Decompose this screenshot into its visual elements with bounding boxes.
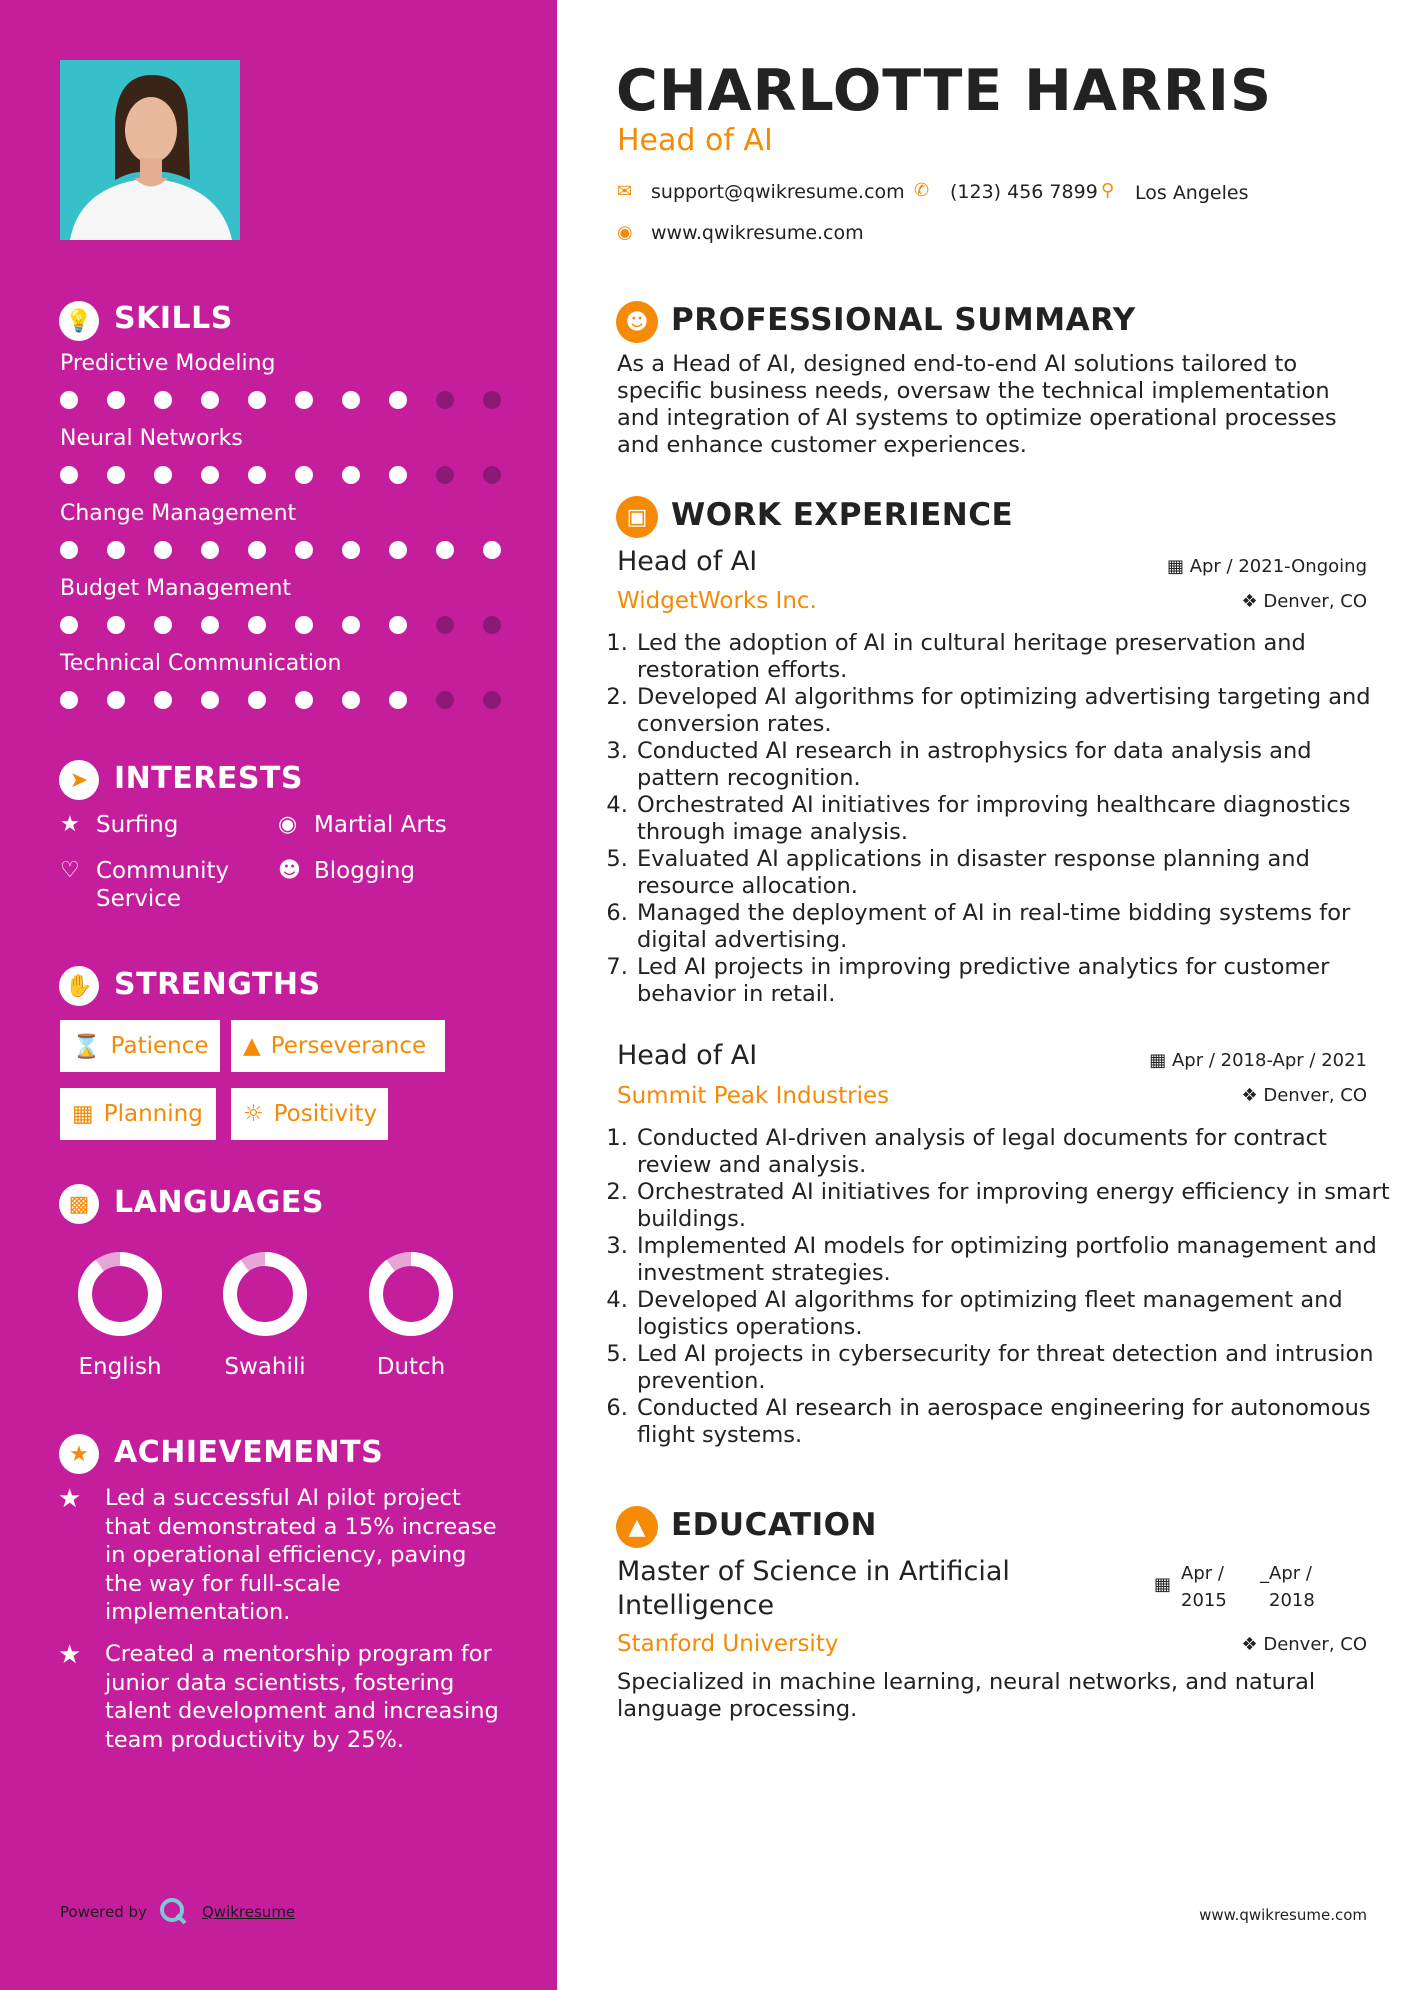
job-location [1077, 591, 1367, 612]
skill-dot [342, 541, 360, 559]
skill-dot [60, 391, 78, 409]
job-bullet: 1. Led the adoption of AI in cultural heritage preservation and restoration efforts. [635, 630, 1395, 684]
skill-dot [436, 466, 454, 484]
job-dates-text: Apr / 2018-Apr / 2021 [1171, 1050, 1367, 1071]
language-ring-graphic [78, 1252, 162, 1336]
languages-heading: LANGUAGES [114, 1185, 324, 1220]
pin-icon: ❖ [1241, 591, 1258, 612]
skill-dot [389, 616, 407, 634]
job-bullet: 6. Managed the deployment of AI in real-time bidding systems for digital advertising. [635, 900, 1395, 954]
job-bullet: 4. Orchestrated AI initiatives for improving healthcare diagnostics through image analysis. [635, 792, 1395, 846]
skill-dot [436, 391, 454, 409]
skill-dot [248, 541, 266, 559]
strength-tag [231, 1088, 388, 1140]
skill-dot [295, 391, 313, 409]
skill-dot [154, 691, 172, 709]
skill-dot [436, 541, 454, 559]
summary-text: As a Head of AI, designed end-to-end AI solutions tailored to specific business needs, oversaw the technical implementation and integration of AI systems to optimize operational processes and enhance customer experiences. [617, 351, 1337, 458]
skill-name: Budget Management [60, 576, 292, 601]
skill-dot [342, 466, 360, 484]
job-dates [1037, 1050, 1367, 1071]
phone-icon: ✆ [914, 180, 930, 201]
edu-end [1260, 1560, 1315, 1614]
edu-location-text: Denver, CO [1263, 1634, 1367, 1655]
hourglass-icon: ⌛ [72, 1033, 101, 1060]
job-dates [1077, 556, 1367, 577]
language-ring [223, 1252, 307, 1340]
job-bullet: 4. Developed AI algorithms for optimizing fleet management and logistics operations. [635, 1287, 1395, 1341]
edu-end-year: 2018 [1269, 1590, 1315, 1611]
skill-dot [107, 691, 125, 709]
skill-dot [107, 391, 125, 409]
language-label: Dutch [376, 1354, 446, 1380]
skill-name: Neural Networks [60, 426, 243, 451]
degree-line: Master of Science in Artificial [617, 1556, 1010, 1587]
shield-icon: ♡ [60, 858, 80, 883]
edu-start-month: Apr / [1181, 1563, 1224, 1584]
skill-name: Change Management [60, 501, 297, 526]
skill-dot [248, 691, 266, 709]
skill-dot [154, 391, 172, 409]
skill-dot [201, 466, 219, 484]
strength-tag [60, 1020, 220, 1072]
skill-dot [154, 541, 172, 559]
edu-location [1077, 1634, 1367, 1655]
job-dates-text: Apr / 2021-Ongoing [1189, 556, 1367, 577]
experience-heading: WORK EXPERIENCE [671, 497, 1014, 533]
skill-dot [107, 616, 125, 634]
skill-dot [389, 541, 407, 559]
skill-dot [60, 691, 78, 709]
skill-dot [295, 466, 313, 484]
skill-name: Technical Communication [60, 651, 342, 676]
language-label: Swahili [224, 1354, 306, 1380]
candidate-role: Head of AI [617, 123, 773, 158]
skill-name: Predictive Modeling [60, 351, 276, 376]
skill-dot [342, 391, 360, 409]
sidebar [0, 0, 557, 1990]
job-title: Head of AI [617, 1040, 758, 1071]
envelope-icon: ✉ [617, 181, 633, 202]
skill-dot [342, 616, 360, 634]
sun-icon: ☼ [243, 1101, 264, 1127]
job-bullet: 6. Conducted AI research in aerospace engineering for autonomous flight systems. [635, 1395, 1395, 1449]
edu-start [1181, 1560, 1227, 1614]
skill-dot [483, 541, 501, 559]
language-ring-graphic [369, 1252, 453, 1336]
qwikresume-logo-icon [158, 1896, 188, 1926]
shooting-star-icon: ★ [58, 1640, 82, 1670]
skills-heading: SKILLS [114, 301, 233, 336]
skill-dot [295, 616, 313, 634]
skill-dot [154, 616, 172, 634]
job-bullet: 7. Led AI projects in improving predictive analytics for customer behavior in retail. [635, 954, 1395, 1008]
briefcase-icon: ▣ [616, 496, 658, 538]
skill-dot [295, 691, 313, 709]
paper-plane-icon: ➤ [59, 760, 99, 800]
strength-label: Perseverance [270, 1033, 427, 1059]
education-text: Specialized in machine learning, neural networks, and natural language processing. [617, 1669, 1316, 1722]
achievement-text: Created a mentorship program for junior data scientists, fostering talent development and increasing team productivity by 25%. [105, 1641, 499, 1753]
interest-item [60, 857, 260, 913]
company-name: WidgetWorks Inc. [617, 588, 817, 614]
skill-dot [483, 391, 501, 409]
job-location-text: Denver, CO [1263, 1085, 1367, 1106]
skill-rating [60, 466, 530, 484]
job-bullet: 2. Orchestrated AI initiatives for improving energy efficiency in smart buildings. [635, 1179, 1395, 1233]
language-ring [78, 1252, 162, 1340]
strength-label: Positivity [273, 1101, 378, 1127]
skill-dot [483, 616, 501, 634]
job-bullet: 5. Evaluated AI applications in disaster response planning and resource allocation. [635, 846, 1395, 900]
edu-end-month: _Apr / [1260, 1563, 1312, 1584]
skill-dot [436, 691, 454, 709]
user-icon: ☻ [616, 301, 658, 343]
skill-dot [60, 466, 78, 484]
map-pin-icon: ⚲ [1101, 180, 1115, 201]
summary-heading: PROFESSIONAL SUMMARY [671, 302, 1136, 338]
footer-site[interactable]: www.qwikresume.com [1199, 1906, 1367, 1924]
skill-rating [60, 616, 530, 634]
degree-line: Intelligence [617, 1590, 775, 1621]
interest-label: Blogging [314, 858, 416, 884]
strength-label: Planning [103, 1101, 203, 1127]
calendar-icon: ▦ [1154, 1574, 1172, 1595]
fist-icon: ✋ [59, 966, 99, 1006]
globe-icon: ◉ [617, 222, 633, 243]
skill-dot [201, 616, 219, 634]
interest-item [278, 857, 415, 885]
road-icon: ▲ [243, 1033, 261, 1059]
job-bullet: 1. Conducted AI-driven analysis of legal documents for contract review and analysis. [635, 1125, 1395, 1179]
skill-dot [248, 466, 266, 484]
language-ring-graphic [223, 1252, 307, 1336]
interest-label: Community Service [96, 858, 230, 912]
skill-dot [248, 616, 266, 634]
globe-icon: ◉ [278, 812, 298, 837]
strength-label: Patience [110, 1033, 209, 1059]
achievement-text: Led a successful AI pilot project that demonstrated a 15% increase in operational efficiency, paving the way for full-scale implementation. [105, 1485, 497, 1625]
skill-dot [342, 691, 360, 709]
strength-tag [60, 1088, 216, 1140]
strengths-heading: STRENGTHS [114, 967, 321, 1002]
location-text: Los Angeles [1135, 182, 1249, 204]
job-title: Head of AI [617, 546, 758, 577]
skill-dot [483, 466, 501, 484]
achievements-heading: ACHIEVEMENTS [114, 1435, 384, 1470]
calendar-icon: ▦ [1166, 556, 1184, 577]
job-bullets [617, 630, 1395, 1008]
school-name: Stanford University [617, 1631, 839, 1657]
candidate-name: CHARLOTTE HARRIS [616, 58, 1272, 124]
users-icon: ☻ [278, 858, 301, 883]
education-heading: EDUCATION [671, 1507, 877, 1543]
pin-icon: ❖ [1241, 1085, 1258, 1106]
interest-label: Martial Arts [314, 812, 447, 838]
company-name: Summit Peak Industries [617, 1083, 890, 1109]
phone-text: (123) 456 7899 [950, 181, 1098, 203]
interests-heading: INTERESTS [114, 761, 303, 796]
shooting-star-icon: ★ [58, 1484, 82, 1514]
job-location [1077, 1085, 1367, 1106]
job-bullets [617, 1125, 1395, 1449]
interest-item [60, 811, 178, 839]
interest-label: Surfing [96, 812, 179, 838]
qwikresume-link[interactable]: Qwikresume [202, 1903, 296, 1921]
job-bullet: 3. Implemented AI models for optimizing portfolio management and investment strategies. [635, 1233, 1395, 1287]
skill-dot [201, 541, 219, 559]
skill-dot [60, 541, 78, 559]
skill-rating [60, 691, 530, 709]
skill-dot [295, 541, 313, 559]
skill-rating [60, 391, 530, 409]
graduation-cap-icon: ▲ [616, 1506, 658, 1548]
language-icon: ▩ [59, 1184, 99, 1224]
job-bullet: 3. Conducted AI research in astrophysics for data analysis and pattern recognition. [635, 738, 1395, 792]
skill-dot [201, 691, 219, 709]
skill-dot [107, 466, 125, 484]
star-icon: ★ [60, 812, 80, 837]
main-content [557, 0, 1407, 1990]
lightbulb-icon: 💡 [59, 301, 99, 341]
job-bullet: 2. Developed AI algorithms for optimizing advertising targeting and conversion rates. [635, 684, 1395, 738]
language-label: English [78, 1354, 162, 1380]
skill-dot [60, 616, 78, 634]
skill-dot [436, 616, 454, 634]
calendar-icon: ▦ [1149, 1050, 1167, 1071]
edu-start-year: 2015 [1181, 1590, 1227, 1611]
skill-dot [201, 391, 219, 409]
calendar-icon: ▦ [72, 1101, 94, 1127]
skill-dot [389, 691, 407, 709]
skill-dot [107, 541, 125, 559]
skill-dot [483, 691, 501, 709]
skill-rating [60, 541, 530, 559]
strength-tag [231, 1020, 445, 1072]
interest-item [278, 811, 447, 839]
skill-dot [389, 466, 407, 484]
email-link[interactable]: support@qwikresume.com [651, 181, 905, 203]
skill-dot [248, 391, 266, 409]
website-link[interactable]: www.qwikresume.com [651, 222, 864, 244]
skill-dot [389, 391, 407, 409]
job-location-text: Denver, CO [1263, 591, 1367, 612]
language-ring [369, 1252, 453, 1340]
skill-dot [154, 466, 172, 484]
job-bullet: 5. Led AI projects in cybersecurity for threat detection and intrusion prevention. [635, 1341, 1395, 1395]
profile-photo [60, 60, 240, 240]
pin-icon: ❖ [1241, 1634, 1258, 1655]
award-icon: ★ [59, 1434, 99, 1474]
powered-by-text: Powered by [60, 1903, 147, 1921]
